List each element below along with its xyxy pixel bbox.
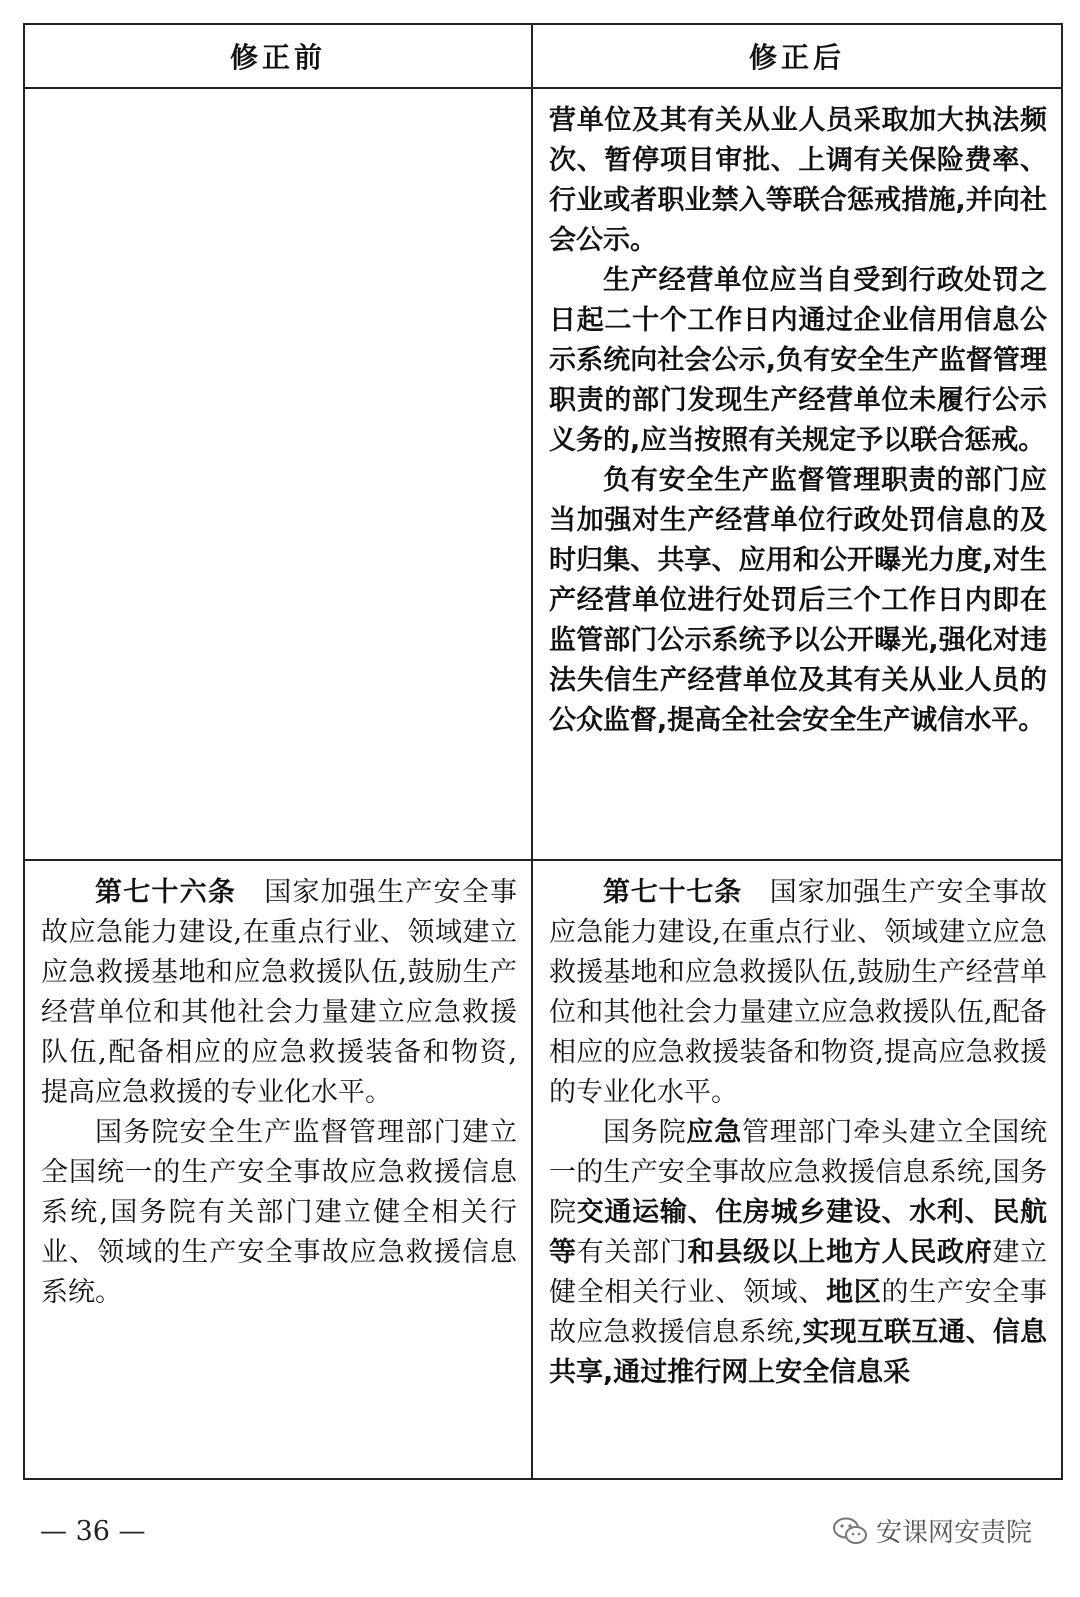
text-segment: 管理部门牵头建立全国统一的生产安全事故应急救援信息系统,国务院 [549,1117,1048,1228]
cell-before [24,860,532,1479]
text-segment: 有关部门 [576,1237,688,1268]
brand-text: 安课网安责院 [875,1518,1032,1548]
amended-text-segment: 和县级以上地方人民政府 [687,1237,993,1268]
paragraph: 负有安全生产监督管理职责的部门应当加强对生产经营单位行政处罚信息的及时归集、共享、应用和公开曝光力度,对生产经营单位进行处罚后三个工作日内即在监管部门公示系统予以公开曝光,强化对违法失信生产经营单位及其有关从业人员的公众监督,提高全社会安全生产诚信水平。 [549,465,1047,736]
revision-comparison-table [23,23,1063,1480]
header-after: 修正后 [532,24,1062,88]
paragraph [41,873,517,1113]
text-segment: 的生产安全事故应急救援信息系统, [549,1277,1048,1348]
amended-text-segment: 地区 [826,1277,882,1308]
wechat-icon [832,1516,868,1546]
amended-text-segment: 实现互联互通、信息共享,通过推行网上安全信息采 [549,1317,1047,1388]
header-before: 修正前 [24,24,532,88]
article-number: 第七十七条 [603,877,742,908]
paragraph [549,873,1047,1113]
amended-text-segment: 交通运输、住房城乡建设、水利、民航等 [549,1197,1048,1268]
paragraph: 营单位及其有关从业人员采取加大执法频次、暂停项目审批、上调有关保险费率、行业或者职业禁入等联合惩戒措施,并向社会公示。 [549,105,1047,256]
cell-after [532,860,1062,1479]
text-segment: 国务院 [603,1117,687,1148]
amended-text-segment: 应急 [686,1117,743,1148]
page-number: — 36 — [40,1516,146,1547]
table-row [24,860,1062,1479]
text-segment: 建立健全相关行业、领域、 [549,1237,1048,1308]
cell-before-empty [24,88,532,860]
paragraph: 生产经营单位应当自受到行政处罚之日起二十个工作日内通过企业信用信息公示系统向社会公示,负有安全生产监督管理职责的部门发现生产经营单位未履行公示义务的,应当按照有关规定予以联合惩戒。 [549,265,1047,456]
article-text: 国家加强生产安全事故应急能力建设,在重点行业、领域建立应急救援基地和应急救援队伍,鼓励生产经营单位和其他社会力量建立应急救援队伍,配备相应的应急救援装备和物资,提高应急救援的专业化水平。 [549,877,1047,1108]
watermark-brand [832,1512,1032,1549]
table-header-row [24,24,1062,88]
article-text: 国家加强生产安全事故应急能力建设,在重点行业、领域建立应急救援基地和应急救援队伍,鼓励生产经营单位和其他社会力量建立应急救援队伍,配备相应的应急救援装备和物资,提高应急救援的专业化水平。 [41,877,518,1108]
paragraph: 国务院安全生产监督管理部门建立全国统一的生产安全事故应急救援信息系统,国务院有关部门建立健全相关行业、领域的生产安全事故应急救援信息系统。 [41,1117,517,1308]
table-row [24,88,1062,860]
paragraph [549,1113,1047,1393]
cell-after [532,88,1062,860]
article-number: 第七十六条 [95,877,237,908]
